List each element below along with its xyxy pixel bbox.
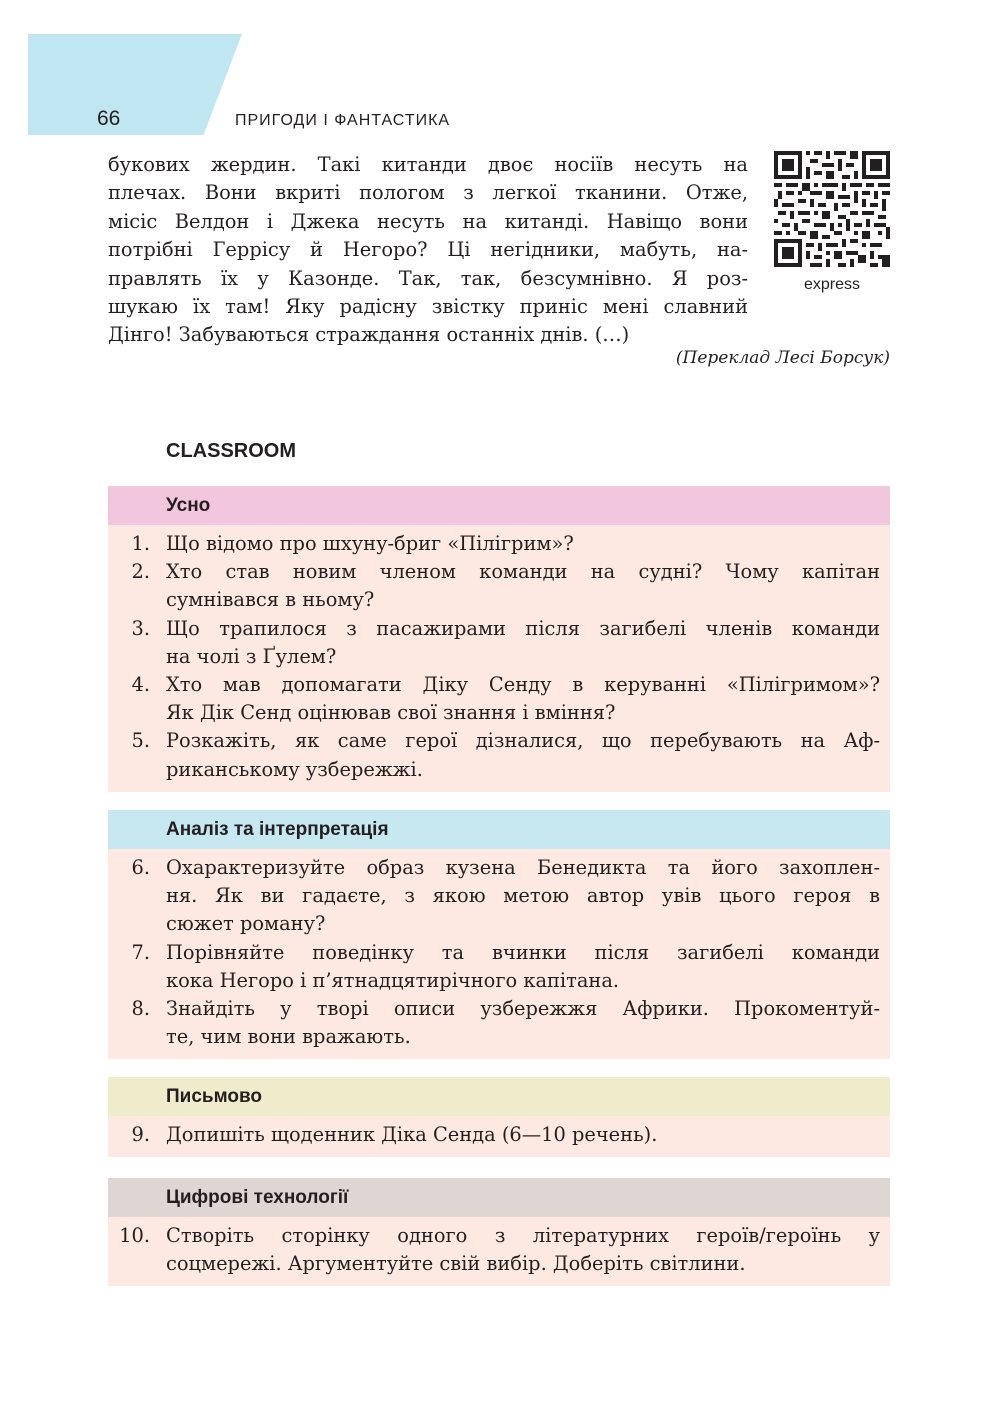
oral-tasks <box>108 525 890 792</box>
excerpt-line: плечах. Вони вкриті пологом з легкої тканини. Отже, <box>108 181 748 205</box>
task-line: Охарактеризуйте образ кузена Бенедикта та його захоплен- <box>166 856 880 879</box>
excerpt-line: шукаю їх там! Яку радісну звістку приніс мені славний <box>108 295 748 319</box>
written-block <box>108 1077 890 1157</box>
task-item <box>108 727 880 783</box>
task-line: Знайдіть у творі описи узбережжя Африки. Прокоментуй- <box>166 997 880 1021</box>
task-line: на чолі з Ґулем? <box>166 644 337 668</box>
task-item <box>108 1222 880 1278</box>
task-number: 4. <box>131 673 150 697</box>
analysis-block <box>108 810 890 1059</box>
task-line: Хто мав допомагати Діку Сенду в керуванні «Пілігримом»? <box>166 673 880 697</box>
task-line: Розкажіть, як саме герої дізналися, що перебувають на Аф- <box>166 729 880 753</box>
excerpt-text <box>108 151 748 350</box>
task-number: 9. <box>131 1123 150 1146</box>
task-item <box>108 939 880 995</box>
excerpt-line: правлять їх у Казонде. Так, так, безсумнівно. Я роз- <box>108 266 748 290</box>
task-number: 7. <box>131 940 150 964</box>
task-line: ня. Як ви гадаєте, з якою метою автор увів цього героя в <box>166 884 880 908</box>
task-line: Що відомо про шхуну-бриг «Пілігрим»? <box>166 532 574 555</box>
task-line: риканському узбережжі. <box>166 757 423 781</box>
task-line: сюжет роману? <box>166 912 326 936</box>
task-line: сумнівався в ньому? <box>166 588 375 612</box>
analysis-tasks <box>108 849 890 1059</box>
written-tasks <box>108 1116 890 1157</box>
digital-block <box>108 1178 890 1286</box>
task-item <box>108 558 880 614</box>
task-item <box>108 995 880 1051</box>
excerpt-line: місіс Велдон і Джека несуть на китанді. Навіщо вони <box>108 209 748 233</box>
page-number: 66 <box>97 107 121 130</box>
task-item <box>108 615 880 671</box>
task-line: Допишіть щоденник Діка Сенда (6—10 речень). <box>166 1123 658 1146</box>
qr-code-icon[interactable] <box>774 151 890 267</box>
qr-caption: express <box>803 276 861 293</box>
header-tab <box>28 34 242 135</box>
task-item <box>108 671 880 727</box>
oral-block <box>108 486 890 792</box>
task-number: 5. <box>131 729 150 753</box>
analysis-heading: Аналіз та інтерпретація <box>108 810 890 849</box>
excerpt-line: потрібні Геррісу й Негоро? Ці негідники, мабуть, на- <box>108 238 748 262</box>
running-title: ПРИГОДИ І ФАНТАСТИКА <box>235 112 451 129</box>
task-number: 6. <box>131 856 150 879</box>
task-line: Що трапилося з пасажирами після загибелі членів команди <box>166 616 880 640</box>
translation-attribution: (Переклад Лесі Борсук) <box>675 348 890 368</box>
task-item <box>108 1121 880 1149</box>
oral-heading: Усно <box>108 486 890 525</box>
digital-tasks <box>108 1217 890 1286</box>
task-number: 8. <box>131 997 150 1021</box>
excerpt-line: Дінго! Забуваються страждання останніх днів. (…) <box>108 323 630 347</box>
task-line: Порівняйте поведінку та вчинки після загибелі команди <box>166 940 880 964</box>
excerpt-line: букових жердин. Такі китанди двоє носіїв несуть на <box>108 153 748 176</box>
task-line: кока Негоро і п’ятнадцятирічного капітана. <box>166 968 620 992</box>
task-number: 10. <box>119 1224 150 1247</box>
task-number: 2. <box>131 560 150 584</box>
task-line: соцмережі. Аргументуйте свій вибір. Доберіть світлини. <box>166 1252 746 1276</box>
task-line: те, чим вони вражають. <box>166 1025 411 1049</box>
digital-heading: Цифрові технології <box>108 1178 890 1217</box>
written-heading: Письмово <box>108 1077 890 1116</box>
task-number: 3. <box>131 616 150 640</box>
task-number: 1. <box>131 532 150 555</box>
task-line: Створіть сторінку одного з літературних героїв/героїнь у <box>166 1224 880 1247</box>
classroom-title: CLASSROOM <box>166 440 296 462</box>
task-line: Хто став новим членом команди на судні? Чому капітан <box>166 560 880 584</box>
task-item <box>108 854 880 939</box>
task-item <box>108 530 880 558</box>
task-line: Як Дік Сенд оцінював свої знання і вміння? <box>166 701 616 725</box>
